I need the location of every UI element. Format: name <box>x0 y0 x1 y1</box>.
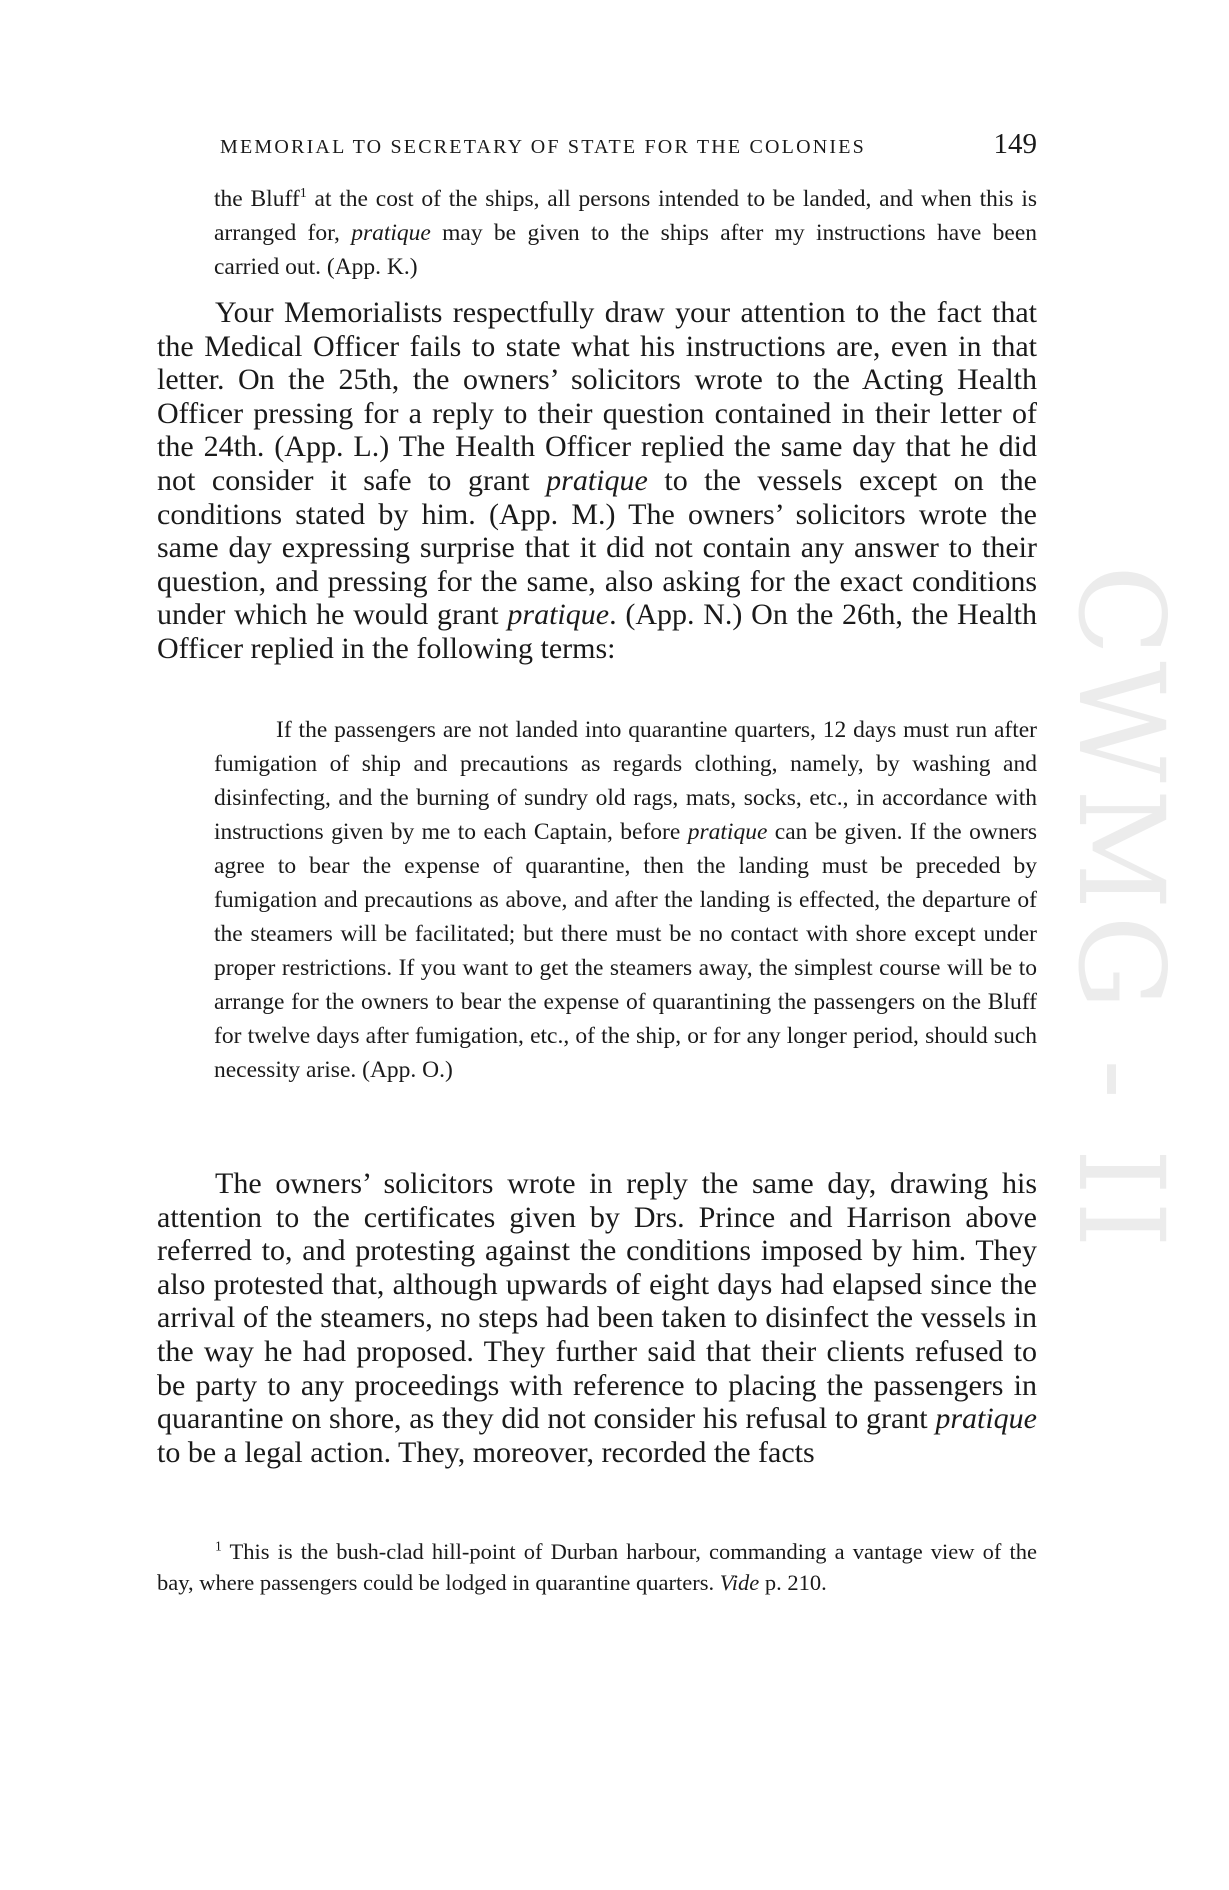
paragraph: The owners’ solicitors wrote in reply the same day, drawing his attention to the certificates given by Drs. Prince and Harrison above referred to, and protesting against the conditions imposed by him. They also protested that, although upwards of eight days had elapsed since the arrival of the steamers, no steps had been taken to disinfect the vessels in the way he had proposed. They further said that their clients refused to be party to any proceedings with reference to placing the passengers in quarantine on shore, as they did not consider his refusal to grant pratique to be a legal action. They, moreover, recorded the facts <box>157 1167 1037 1469</box>
footnote-text: $^1$ This is the bush-clad hill-point of Durban harbour, commanding a vantage view of the bay, where passengers could be lodged in quarantine quarters. Vide p. 210. <box>157 1538 1037 1595</box>
quoted-instruction-continuation <box>214 182 1037 284</box>
quote-paragraph: the Bluff$^1$ at the cost of the ships, all persons intended to be landed, and when this is arranged for, pratique may be given to the ships after my instructions have been carried out. (App. K.) <box>214 185 1037 280</box>
watermark-text: CWMG - II <box>1052 565 1190 1254</box>
running-head: MEMORIAL TO SECRETARY OF STATE FOR THE COLONIES <box>220 136 866 158</box>
quote-paragraph: If the passengers are not landed into quarantine quarters, 12 days must run after fumigation of ship and precautions as regards clothing, namely, by washing and disinfecting, and the burning of sundry old rags, mats, socks, etc., in accordance with instructions given by me to each Captain, before pratique can be given. If the owners agree to bear the expense of quarantine, then the landing must be preceded by fumigation and precautions as above, and after the landing is effected, the departure of the steamers will be facilitated; but there must be no contact with shore except under proper restrictions. If you want to get the steamers away, the simplest course will be to arrange for the owners to bear the expense of quarantining the passengers on the Bluff for twelve days after fumigation, etc., of the ship, or for any longer period, should such necessity arise. (App. O.) <box>214 717 1037 1083</box>
footnote-mark: 1 <box>215 1538 222 1554</box>
block-quote <box>214 713 1037 1087</box>
body-paragraph-2 <box>157 1167 1037 1469</box>
page-header <box>220 128 1037 168</box>
body-paragraph-1 <box>157 296 1037 666</box>
paragraph: Your Memorialists respectfully draw your attention to the fact that the Medical Officer fails to state what his instructions are, even in that letter. On the 25th, the owners’ solicitors wrote to the Acting Health Officer pressing for a reply to their question contained in their letter of the 24th. (App. L.) The Health Officer replied the same day that he did not consider it safe to grant pratique to the vessels except on the conditions stated by him. (App. M.) The owners’ solicitors wrote the same day expressing surprise that it did not contain any answer to their question, and pressing for the same, also asking for the exact conditions under which he would grant pratique. (App. N.) On the 26th, the Health Officer replied in the following terms: <box>157 296 1038 665</box>
footnote-reference: 1 <box>299 185 307 202</box>
footnote <box>157 1536 1037 1598</box>
watermark <box>1052 565 1190 1325</box>
page-number: 149 <box>993 128 1037 160</box>
